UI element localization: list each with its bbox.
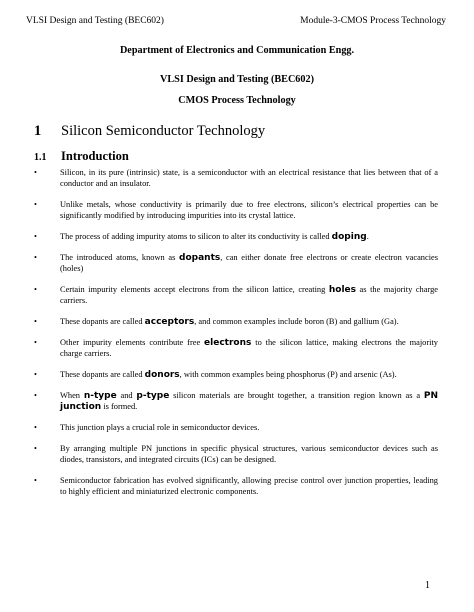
- section-title: Silicon Semiconductor Technology: [61, 123, 266, 139]
- subsection-heading: [34, 149, 129, 165]
- key-term: donors: [144, 369, 180, 380]
- bullet-icon: •: [34, 391, 37, 401]
- list-item: • Other impurity elements contribute free electrons to the silicon lattice, making electrons the majority charge carriers.: [34, 338, 438, 358]
- key-term: n-type: [83, 391, 117, 402]
- bullet-icon: •: [34, 284, 37, 294]
- bullet-icon: •: [34, 316, 37, 326]
- bullet-icon: •: [34, 423, 37, 433]
- bullet-icon: •: [34, 199, 37, 209]
- section-heading: [34, 123, 265, 139]
- key-term: holes: [328, 284, 356, 295]
- bullet-icon: •: [34, 231, 37, 241]
- key-term: electrons: [204, 338, 252, 349]
- list-item: • These dopants are called acceptors, and common examples include boron (B) and gallium (Ga).: [34, 316, 399, 327]
- list-item: • Certain impurity elements accept electrons from the silicon lattice, creating holes as the majority charge carriers.: [34, 284, 438, 305]
- list-item: • This junction plays a crucial role in semiconductor devices.: [34, 423, 260, 433]
- list-item: • When n-type and p-type silicon materials are brought together, a transition region known as a PN junction is formed.: [34, 391, 439, 412]
- module-title: CMOS Process Technology: [178, 95, 296, 106]
- page-number: 1: [425, 580, 430, 591]
- list-item: • By arranging multiple PN junctions in specific physical structures, various semiconductor devices such as diodes, transistors, and integrated circuits (ICs) can be designed.: [34, 444, 438, 464]
- key-term: dopants: [179, 253, 221, 264]
- list-item: • The process of adding impurity atoms to silicon to alter its conductivity is called doping.: [34, 231, 369, 242]
- bullet-icon: •: [34, 168, 37, 177]
- list-item: • These dopants are called donors, with common examples being phosphorus (P) and arsenic (As).: [34, 369, 397, 380]
- section-number: 1: [34, 123, 42, 139]
- list-item: • Unlike metals, whose conductivity is primarily due to free electrons, silicon’s electrical properties can be significantly modified by introducing impurities into its crystal lattice.: [34, 199, 438, 220]
- key-term: doping: [331, 231, 367, 242]
- list-item: • The introduced atoms, known as dopants, can either donate free electrons or create electron vacancies (holes): [34, 253, 438, 273]
- bullet-icon: •: [34, 476, 37, 486]
- key-term: PN junction: [60, 391, 439, 412]
- bullet-icon: •: [34, 444, 37, 454]
- header-left: VLSI Design and Testing (BEC602): [26, 16, 164, 26]
- course-title: VLSI Design and Testing (BEC602): [160, 74, 314, 85]
- list-item: • Semiconductor fabrication has evolved significantly, allowing precise control over junction properties, leading to highly efficient and miniaturized electronic components.: [34, 476, 438, 496]
- department-title: Department of Electronics and Communication Engg.: [119, 45, 355, 56]
- bullet-list: [34, 168, 438, 508]
- key-term: p-type: [136, 391, 170, 402]
- subsection-title: Introduction: [61, 149, 129, 163]
- bullet-icon: •: [34, 338, 37, 348]
- header-right: Module-3-CMOS Process Technology: [300, 16, 446, 26]
- list-item: • Silicon, in its pure (intrinsic) state, is a semiconductor with an electrical resistance that lies between that of a conductor and an insulator.: [34, 168, 438, 188]
- bullet-icon: •: [34, 369, 37, 379]
- key-term: acceptors: [144, 316, 195, 327]
- subsection-number: 1.1: [34, 152, 47, 163]
- bullet-icon: •: [34, 253, 37, 263]
